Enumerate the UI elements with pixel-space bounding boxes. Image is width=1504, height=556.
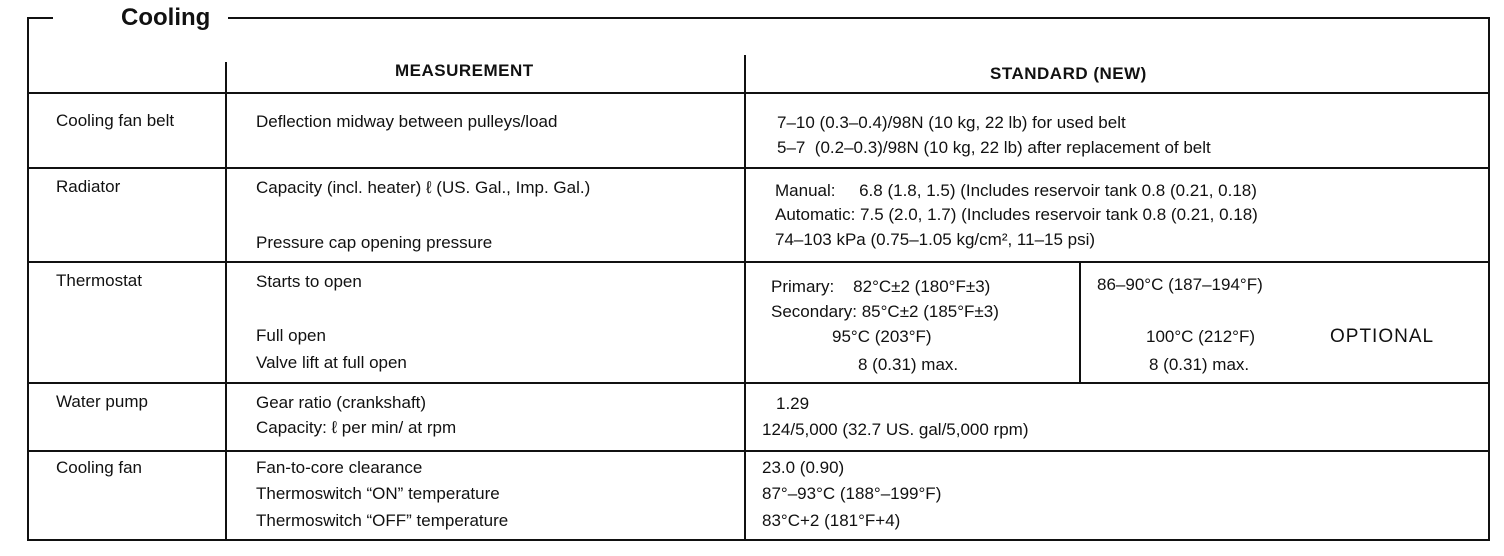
item-label: Thermostat: [56, 271, 142, 290]
item-label: Cooling fan belt: [56, 111, 175, 130]
measurement-text: Deflection midway between pulleys/load: [256, 112, 558, 131]
row-divider-4: [27, 450, 1490, 452]
measurement-text: Fan-to-core clearance: [256, 458, 423, 477]
standard-text: 8 (0.31) max.: [858, 355, 959, 374]
standard-text: 7–10 (0.3–0.4)/98N (10 kg, 22 lb) for used belt: [777, 113, 1126, 132]
optional-label: OPTIONAL: [1330, 326, 1435, 347]
thermostat-split-divider: [1079, 262, 1081, 382]
item-label: Cooling fan: [56, 458, 143, 477]
standard-text: 95°C (203°F): [832, 327, 932, 346]
frame-top-right: [228, 17, 1490, 19]
measurement-text: Thermoswitch “ON” temperature: [256, 484, 500, 503]
measurement-text: Pressure cap opening pressure: [256, 233, 493, 252]
column-divider-1: [225, 62, 227, 540]
frame-top-left: [27, 17, 53, 19]
standard-text: 8 (0.31) max.: [1149, 355, 1250, 374]
standard-text: Secondary: 85°C±2 (185°F±3): [771, 302, 999, 321]
frame-left: [27, 17, 29, 541]
measurement-text: Capacity (incl. heater) ℓ (US. Gal., Imp. Gal.): [256, 178, 591, 197]
header-rule: [27, 92, 1490, 94]
header-standard: STANDARD (NEW): [990, 64, 1147, 83]
measurement-text: Gear ratio (crankshaft): [256, 393, 427, 412]
measurement-text: Thermoswitch “OFF” temperature: [256, 511, 509, 530]
item-label: Water pump: [56, 392, 148, 411]
standard-text: 74–103 kPa (0.75–1.05 kg/cm², 11–15 psi): [775, 230, 1096, 249]
standard-text: 83°C+2 (181°F+4): [762, 511, 901, 530]
column-divider-2: [744, 55, 746, 540]
standard-text: Manual: 6.8 (1.8, 1.5) (Includes reservoir tank 0.8 (0.21, 0.18): [775, 181, 1257, 200]
row-divider-2: [27, 261, 1490, 263]
header-measurement: MEASUREMENT: [395, 61, 534, 80]
measurement-text: Capacity: ℓ per min/ at rpm: [256, 418, 457, 437]
measurement-text: Valve lift at full open: [256, 353, 407, 372]
standard-text: Primary: 82°C±2 (180°F±3): [771, 277, 991, 296]
section-title: Cooling: [121, 4, 211, 31]
frame-right: [1488, 17, 1490, 541]
standard-text: Automatic: 7.5 (2.0, 1.7) (Includes reservoir tank 0.8 (0.21, 0.18): [775, 205, 1258, 224]
standard-text: 86–90°C (187–194°F): [1097, 275, 1263, 294]
standard-text: 87°–93°C (188°–199°F): [762, 484, 942, 503]
row-divider-1: [27, 167, 1490, 169]
row-divider-3: [27, 382, 1490, 384]
standard-text: 23.0 (0.90): [762, 458, 845, 477]
measurement-text: Starts to open: [256, 272, 362, 291]
frame-bottom: [27, 539, 1490, 541]
standard-text: 124/5,000 (32.7 US. gal/5,000 rpm): [762, 420, 1029, 439]
standard-text: 5–7 (0.2–0.3)/98N (10 kg, 22 lb) after replacement of belt: [777, 138, 1211, 157]
standard-text: 100°C (212°F): [1146, 327, 1256, 346]
standard-text: 1.29: [776, 394, 810, 413]
item-label: Radiator: [56, 177, 121, 196]
measurement-text: Full open: [256, 326, 326, 345]
